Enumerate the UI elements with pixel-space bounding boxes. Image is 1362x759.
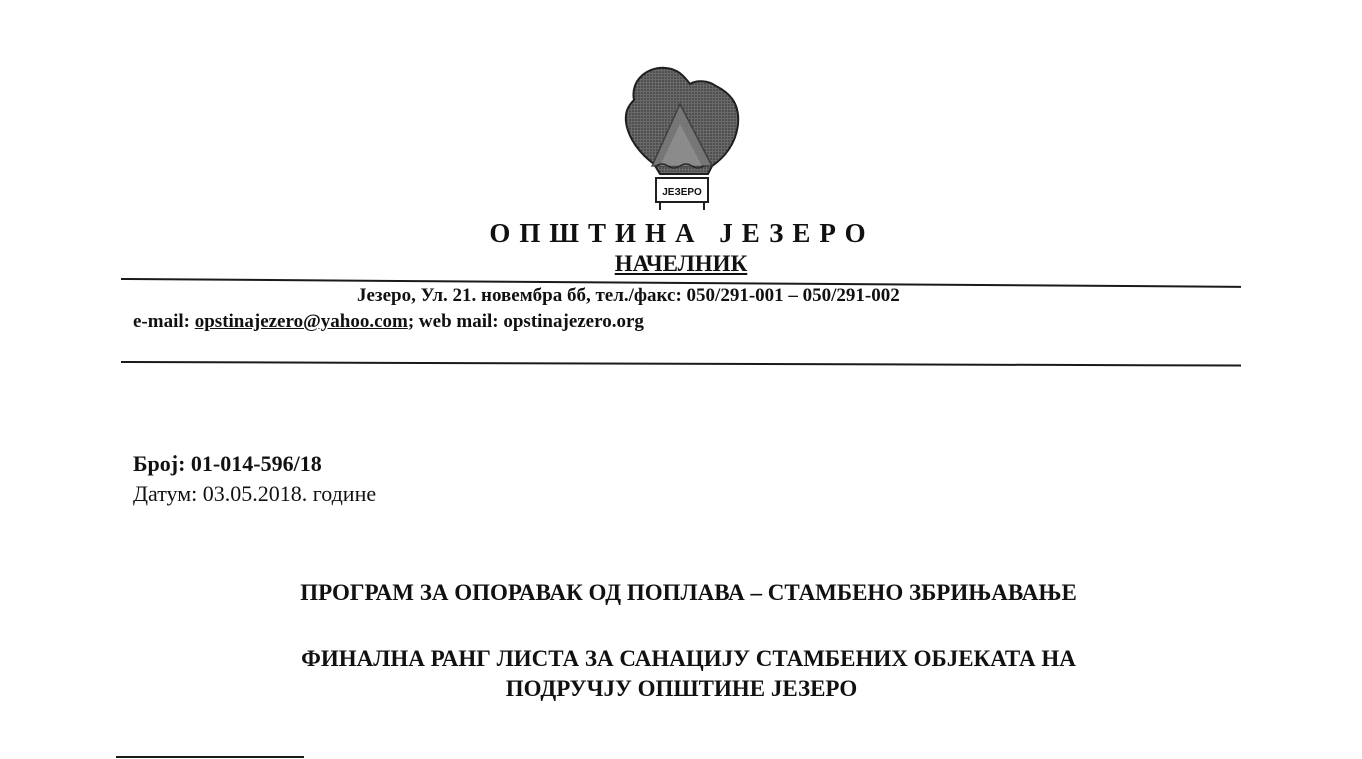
municipality-logo: [620, 62, 744, 212]
logo-text: ЈЕЗЕРО: [662, 187, 702, 198]
coat-of-arms-icon: [620, 62, 744, 212]
list-title-line-2: ПОДРУЧЈУ ОПШТИНЕ ЈЕЗЕРО: [505, 676, 858, 701]
email-label: e-mail:: [133, 311, 190, 332]
web-label: ; web mail:: [407, 311, 499, 332]
program-title: ПРОГРАМ ЗА ОПОРАВАК ОД ПОПЛАВА – СТАМБЕНО ЗБРИЊАВАЊЕ: [300, 580, 1077, 605]
office-title: НАЧЕЛНИК: [614, 251, 748, 276]
document-number: Број: 01-014-596/18: [133, 451, 322, 476]
organization-name: ОПШТИНА ЈЕЗЕРО: [489, 218, 875, 248]
email-link[interactable]: opstinajezero@yahoo.com: [194, 311, 408, 332]
document-date: Датум: 03.05.2018. године: [133, 481, 377, 506]
contact-line: [133, 310, 644, 334]
list-title-line-1: ФИНАЛНА РАНГ ЛИСТА ЗА САНАЦИЈУ СТАМБЕНИХ ОБЈЕКАТА НА: [301, 646, 1076, 671]
web-address: opstinajezero.org: [503, 311, 644, 332]
address-line: Језеро, Ул. 21. новембра бб, тел./факс: 050/291-001 – 050/291-002: [357, 285, 900, 306]
footer-divider: [116, 756, 304, 758]
header-divider-bottom: [121, 361, 1241, 367]
